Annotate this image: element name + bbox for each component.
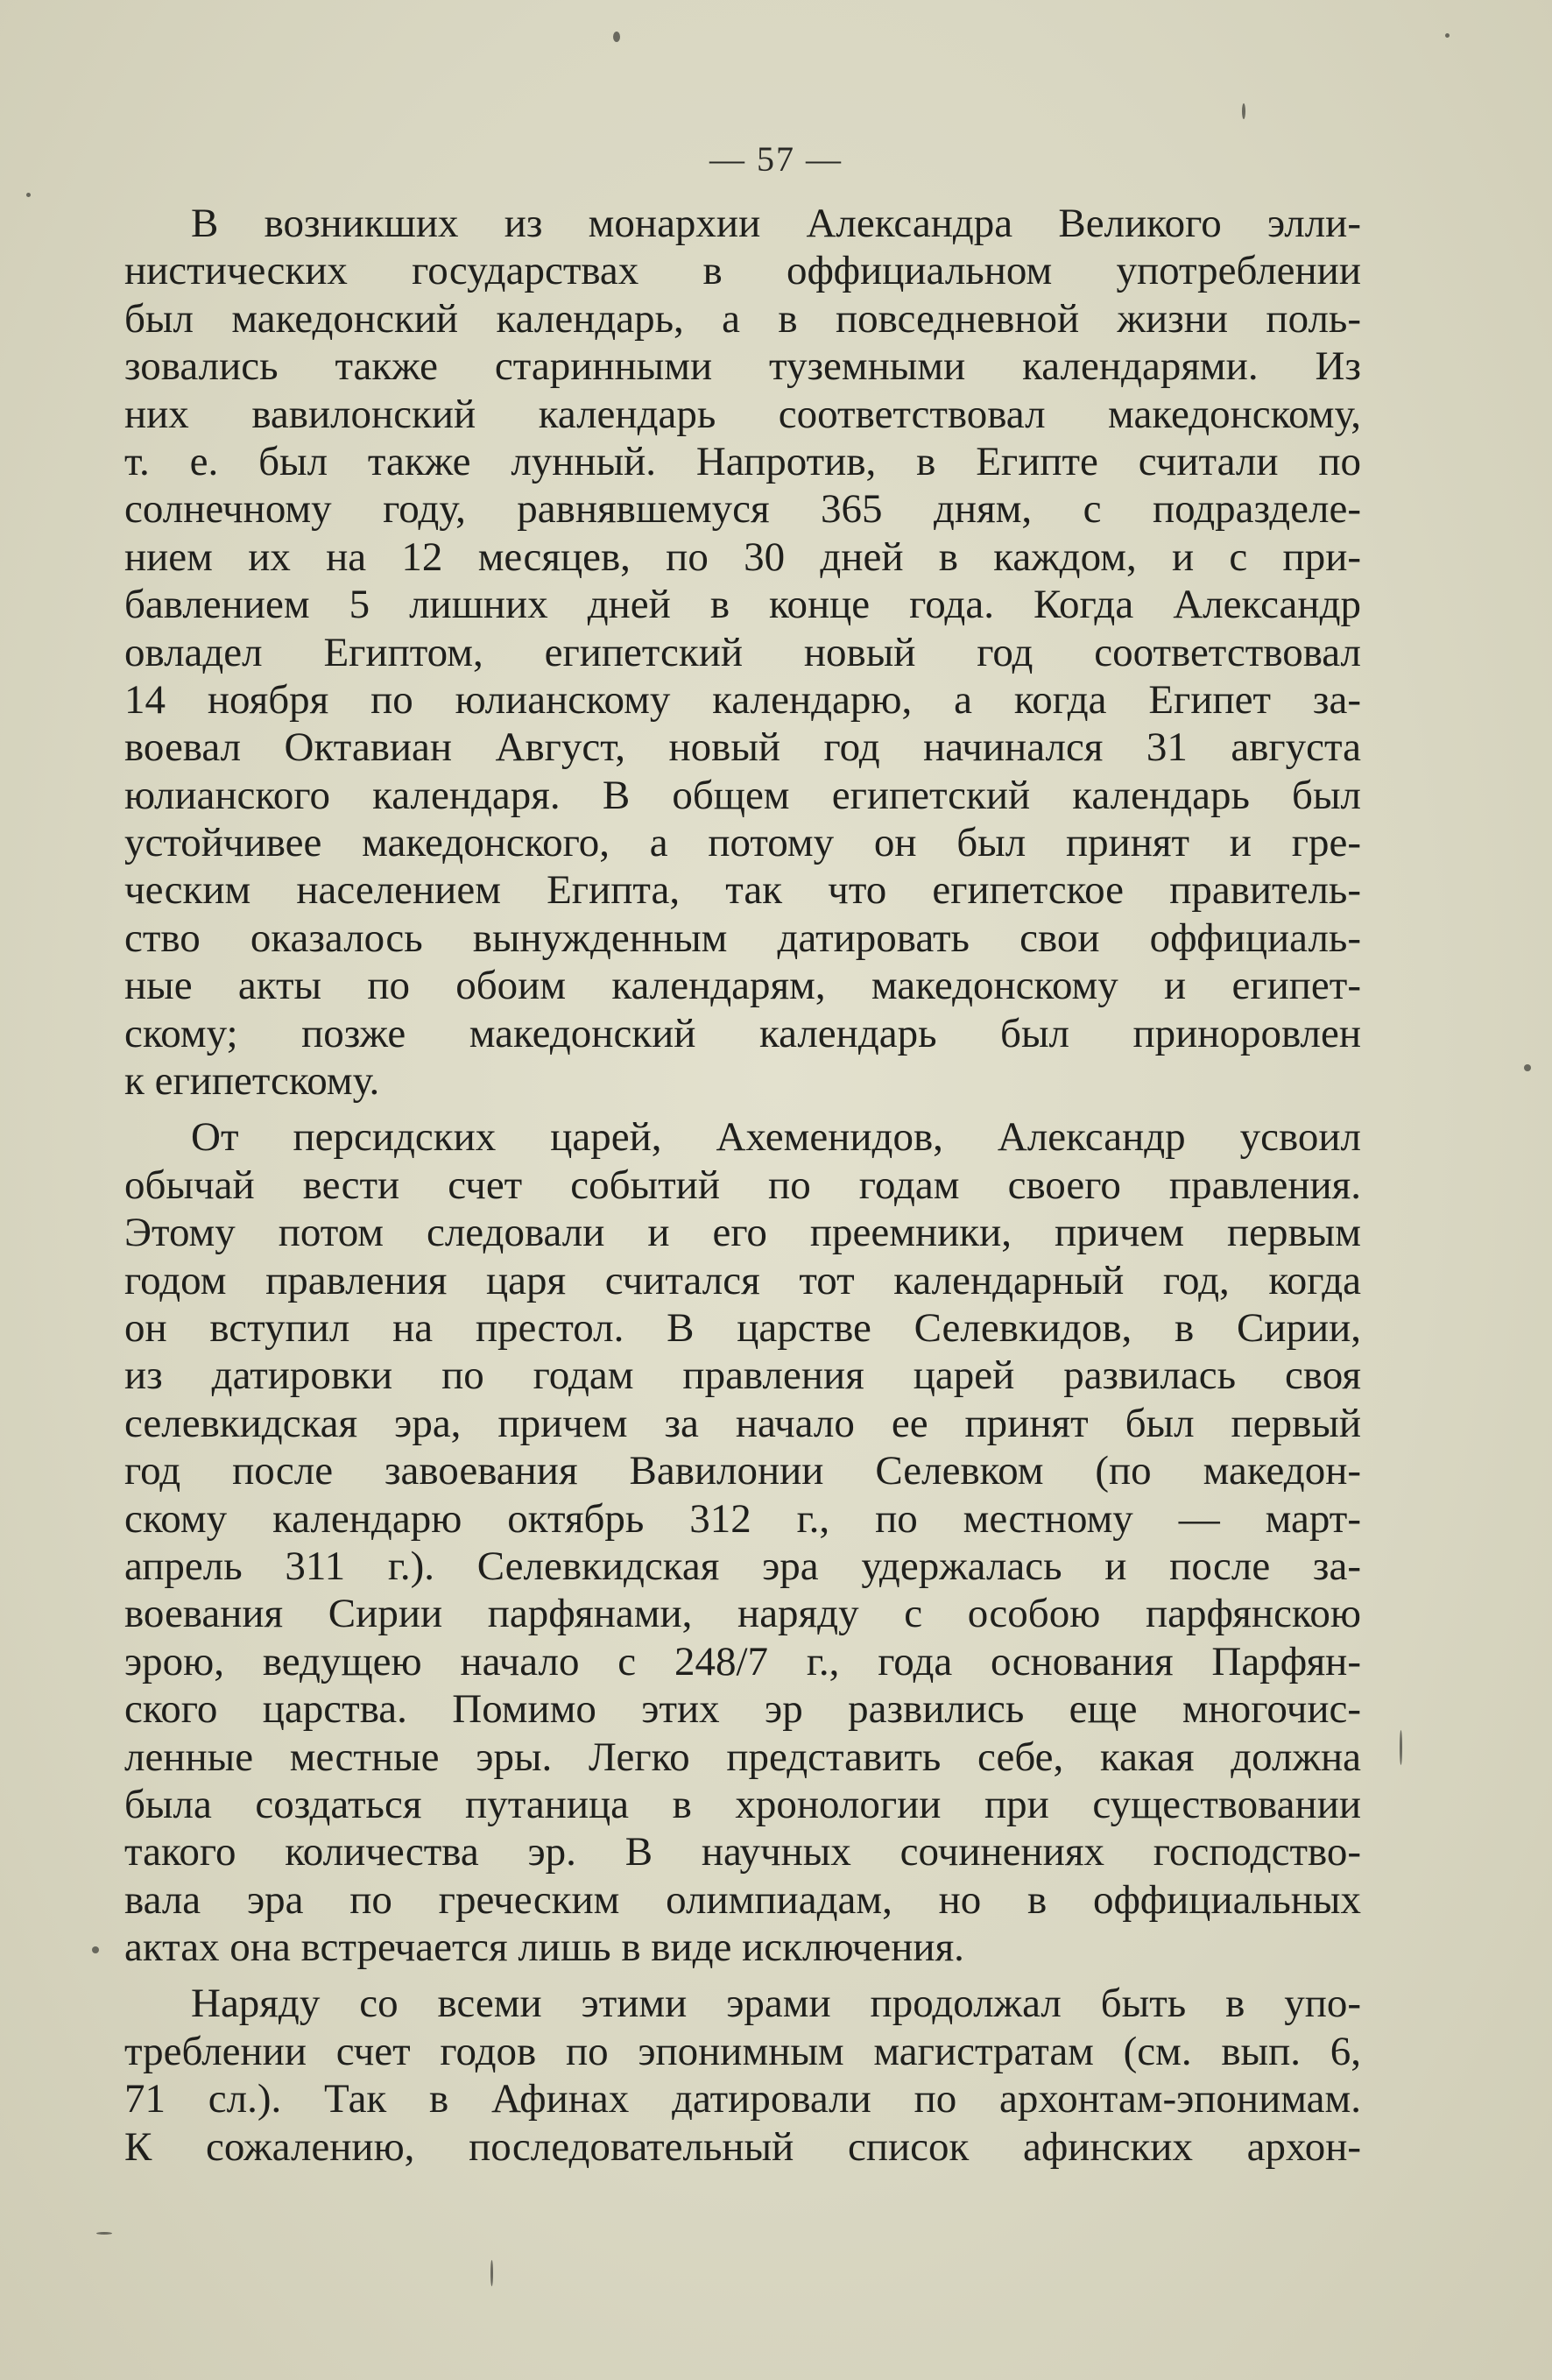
text-line: селевкидская эра, причем за начало ее принят был первый [124,1400,1361,1446]
paper-speck [490,2260,493,2286]
text-line: нистических государствах в оффициальном употреблении [124,248,1361,294]
text-line: 71 сл.). Так в Афинах датировали по архонтам-эпонимам. [124,2076,1361,2122]
paper-speck [26,193,31,197]
text-line: скому; позже македонский календарь был приноровлен [124,1010,1361,1056]
text-line: Этому потом следовали и его преемники, причем первым [124,1210,1361,1256]
text-line: В возникших из монархии Александра Великого элли- [191,201,1361,246]
text-line: бавлением 5 лишних дней в конце года. Когда Александр [124,582,1361,628]
text-line: воевал Октавиан Август, новый год начинался 31 августа [124,724,1361,771]
paragraph-1 [124,200,1361,1105]
text-line: эрою, ведущею начало с 248/7 г., года основания Парфян- [124,1638,1361,1684]
text-line: обычай вести счет событий по годам своего правления. [124,1162,1361,1208]
text-line: нием их на 12 месяцев, по 30 дней в каждом, и с при- [124,533,1361,580]
paper-speck [1524,1064,1531,1071]
text-line: годом правления царя считался тот календарный год, когда [124,1257,1361,1303]
text-line: актах она встречается лишь в виде исключения. [124,1924,964,1971]
paper-speck [1400,1730,1402,1765]
text-line: к египетскому. [124,1058,380,1105]
text-line: вала эра по греческим олимпиадам, но в оффициальных [124,1876,1361,1923]
text-line: устойчивее македонского, а потому он был принят и гре- [124,820,1361,866]
text-line: был македонский календарь, а в повседневной жизни поль- [124,295,1361,342]
text-line: он вступил на престол. В царстве Селевкидов, в Сирии, [124,1304,1361,1351]
text-line: ленные местные эры. Легко представить себе, какая должна [124,1734,1361,1780]
text-line: них вавилонский календарь соответствовал македонскому, [124,391,1361,437]
paper-speck [96,2232,112,2235]
text-line: была создаться путаница в хронологии при существовании [124,1781,1361,1827]
text-line: воевания Сирии парфянами, наряду с особою парфянскою [124,1591,1361,1637]
page-number: — 57 — [709,139,843,179]
text-line: К сожалению, последовательный список афинских архон- [124,2123,1361,2170]
text-line: юлианского календаря. В общем египетский календарь был [124,772,1361,818]
text-line: солнечному году, равнявшемуся 365 дням, с подразделе- [124,486,1361,533]
text-line: Наряду со всеми этими эрами продолжал быть в упо- [191,1981,1361,2027]
text-line: зовались также старинными туземными календарями. Из [124,343,1361,390]
text-line: овладел Египтом, египетский новый год соответствовал [124,629,1361,675]
paper-speck [613,32,620,42]
text-line: т. е. был также лунный. Напротив, в Египте считали по [124,438,1361,484]
text-line: год после завоевания Вавилонии Селевком (по македон- [124,1448,1361,1494]
text-line: из датировки по годам правления царей развилась своя [124,1352,1361,1399]
text-line: ные акты по обоим календарям, македонскому и египет- [124,963,1361,1009]
text-line: скому календарю октябрь 312 г., по местному — март- [124,1495,1361,1542]
paper-speck [1242,103,1245,119]
paper-speck [92,1946,99,1953]
text-line: ческим населением Египта, так что египетское правитель- [124,867,1361,914]
paper-speck [1445,33,1450,38]
text-line: апрель 311 г.). Селевкидская эра удержалась и после за- [124,1543,1361,1589]
text-line: 14 ноября по юлианскому календарю, а когда Египет за- [124,676,1361,723]
text-line: треблении счет годов по эпонимным магистратам (см. вып. 6, [124,2028,1361,2074]
paragraph-2 [124,1113,1361,1971]
text-line: ского царства. Помимо этих эр развились еще многочис- [124,1686,1361,1733]
paragraph-3 [124,1980,1361,2171]
text-line: От персидских царей, Ахеменидов, Александр усвоил [191,1114,1361,1161]
page-body [124,200,1361,2171]
text-line: ство оказалось вынужденным датировать свои оффициаль- [124,915,1361,961]
text-line: такого количества эр. В научных сочинениях господство- [124,1829,1361,1875]
